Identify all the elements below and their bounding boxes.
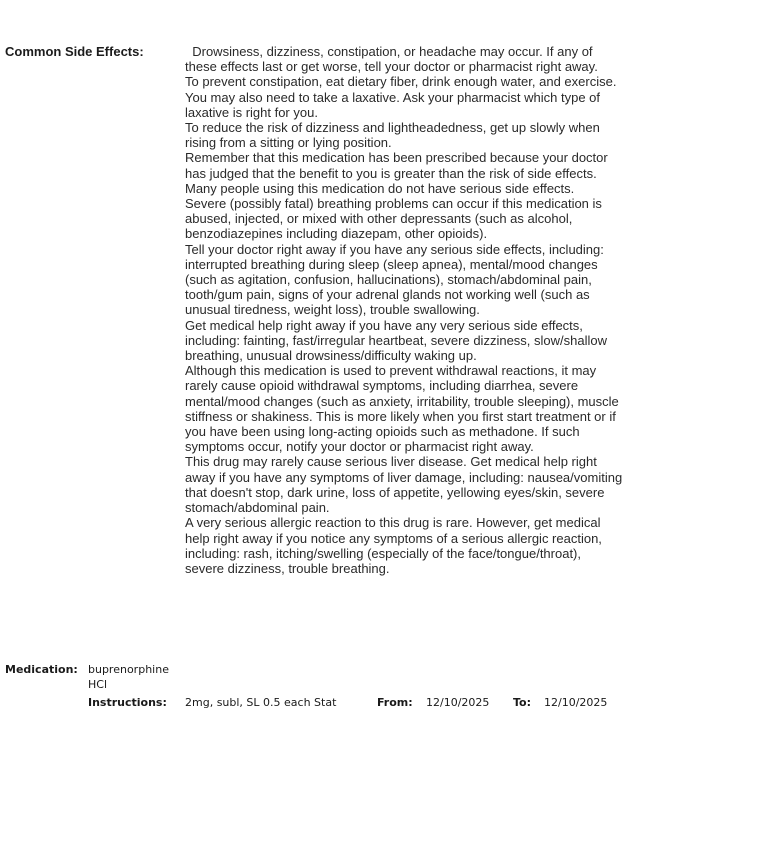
side-effects-paragraph: A very serious allergic reaction to this drug is rare. However, get medical help right away if you notice any symptoms of a serious allergic reaction, including: rash, itching/swelling (especially of the face/tongue/throat), severe dizziness, trouble breathing. xyxy=(185,515,606,576)
side-effects-paragraph: Remember that this medication has been prescribed because your doctor has judged that the benefit to you is greater than the risk of side effects. Many people using this medication do not have serious side effects. xyxy=(185,150,612,196)
from-date-label: From: xyxy=(377,696,413,709)
to-date-label: To: xyxy=(513,696,531,709)
side-effects-paragraph: Drowsiness, dizziness, constipation, or headache may occur. If any of these effects last or get worse, tell your doctor or pharmacist right away. xyxy=(185,44,598,75)
instructions-label: Instructions: xyxy=(88,696,167,709)
instructions-value: 2mg, subl, SL 0.5 each Stat xyxy=(185,696,337,709)
side-effects-paragraph: Severe (possibly fatal) breathing problems can occur if this medication is abused, injected, or mixed with other depressants (such as alcohol, benzodiazepines including diazepam, other opioids). xyxy=(185,196,606,242)
side-effects-paragraph: Tell your doctor right away if you have any serious side effects, including: interrupted breathing during sleep (sleep apnea), mental/mood changes (such as agitation, confusion, hallucinations), stomach/abdominal pain, tooth/gum pain, signs of your adrenal glands not working well (such as unusual tiredness, weight loss), trouble swallowing. xyxy=(185,241,608,318)
side-effects-paragraph: Get medical help right away if you have any very serious side effects, including: fainting, fast/irregular heartbeat, severe dizziness, slow/shallow breathing, unusual drowsiness/difficulty waking up. xyxy=(185,317,611,364)
medication-value: buprenorphine HCl xyxy=(88,663,169,691)
to-date-value: 12/10/2025 xyxy=(544,696,608,709)
medication-label: Medication: xyxy=(5,663,78,676)
common-side-effects-label: Common Side Effects: xyxy=(5,44,144,59)
common-side-effects-text xyxy=(185,44,626,576)
side-effects-paragraph: This drug may rarely cause serious liver disease. Get medical help right away if you have any symptoms of liver damage, including: nausea/vomiting that doesn't stop, dark urine, loss of appetite, yellowing eyes/skin, severe stomach/abdominal pain. xyxy=(185,454,626,516)
from-date-value: 12/10/2025 xyxy=(426,696,490,709)
side-effects-paragraph: To prevent constipation, eat dietary fiber, drink enough water, and exercise. You may also need to take a laxative. Ask your pharmacist which type of laxative is right for you. xyxy=(185,74,620,120)
side-effects-paragraph: To reduce the risk of dizziness and lightheadedness, get up slowly when rising from a sitting or lying position. xyxy=(185,120,604,151)
side-effects-paragraph: Although this medication is used to prevent withdrawal reactions, it may rarely cause opioid withdrawal symptoms, including diarrhea, severe mental/mood changes (such as anxiety, irritability, trouble sleeping), muscle stiffness or shakiness. This is more likely when you first start treatment or if you have been using long-acting opioids such as methadone. If such symptoms occur, notify your doctor or pharmacist right away. xyxy=(185,363,623,455)
